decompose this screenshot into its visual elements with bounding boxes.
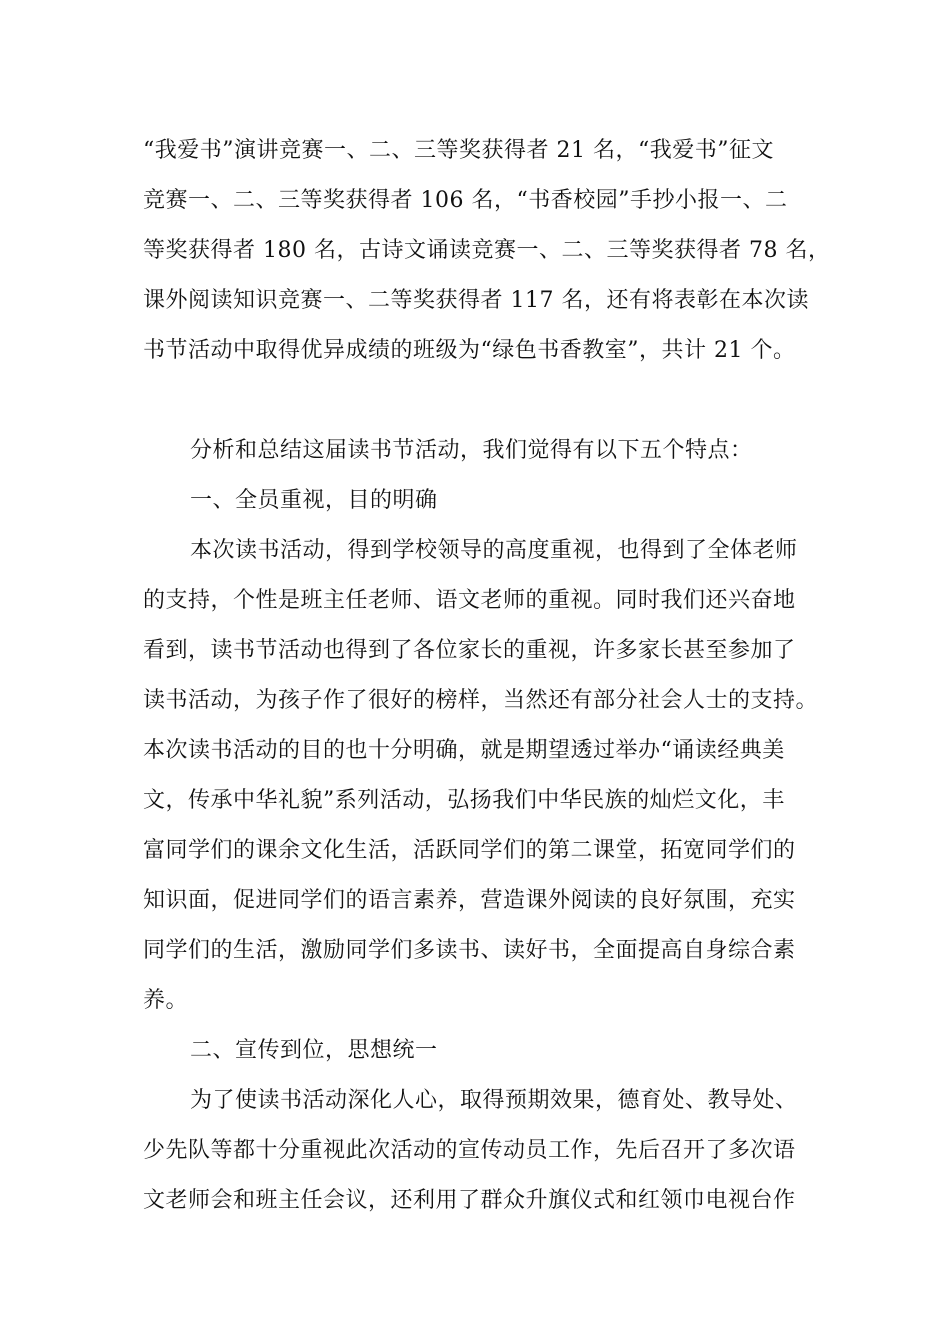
paragraph-1-line: 竞赛一、二、三等奖获得者 106 名，“书香校园”手抄小报一、二 <box>143 188 788 213</box>
paragraph-1-line: “我爱书”演讲竞赛一、二、三等奖获得者 21 名，“我爱书”征文 <box>143 138 774 163</box>
section-1-line: 看到，读书节活动也得到了各位家长的重视，许多家长甚至参加了 <box>143 638 796 663</box>
section-2-line: 少先队等都十分重视此次活动的宣传动员工作，先后召开了多次语 <box>143 1138 796 1163</box>
intro-line: 分析和总结这届读书节活动，我们觉得有以下五个特点： <box>190 438 753 463</box>
paragraph-1-line: 等奖获得者 180 名，古诗文诵读竞赛一、二、三等奖获得者 78 名， <box>143 238 831 263</box>
paragraph-1-line: 课外阅读知识竞赛一、二等奖获得者 117 名，还有将表彰在本次读 <box>143 288 809 313</box>
section-2-line: 文老师会和班主任会议，还利用了群众升旗仪式和红领巾电视台作 <box>143 1188 796 1213</box>
section-1-line: 文，传承中华礼貌”系列活动，弘扬我们中华民族的灿烂文化，丰 <box>143 788 785 813</box>
section-1-line: 的支持，个性是班主任老师、语文老师的重视。同时我们还兴奋地 <box>143 588 796 613</box>
section-2-line: 为了使读书活动深化人心，取得预期效果，德育处、教导处、 <box>190 1088 798 1113</box>
section-1-line: 养。 <box>143 988 189 1013</box>
paragraph-1-line: 书节活动中取得优异成绩的班级为“绿色书香教室”，共计 21 个。 <box>143 338 796 363</box>
section-1-line: 同学们的生活，激励同学们多读书、读好书，全面提高自身综合素 <box>143 938 796 963</box>
section-1-line: 知识面，促进同学们的语言素养，营造课外阅读的良好氛围，充实 <box>143 888 796 913</box>
section-1-line: 本次读书活动的目的也十分明确，就是期望透过举办“诵读经典美 <box>143 738 785 763</box>
section-1-line: 富同学们的课余文化生活，活跃同学们的第二课堂，拓宽同学们的 <box>143 838 796 863</box>
section-1-line: 读书活动，为孩子作了很好的榜样，当然还有部分社会人士的支持。 <box>143 688 819 713</box>
section-1-line: 本次读书活动，得到学校领导的高度重视，也得到了全体老师 <box>190 538 798 563</box>
section-1-heading: 一、全员重视，目的明确 <box>190 488 438 513</box>
section-2-heading: 二、宣传到位，思想统一 <box>190 1038 438 1063</box>
